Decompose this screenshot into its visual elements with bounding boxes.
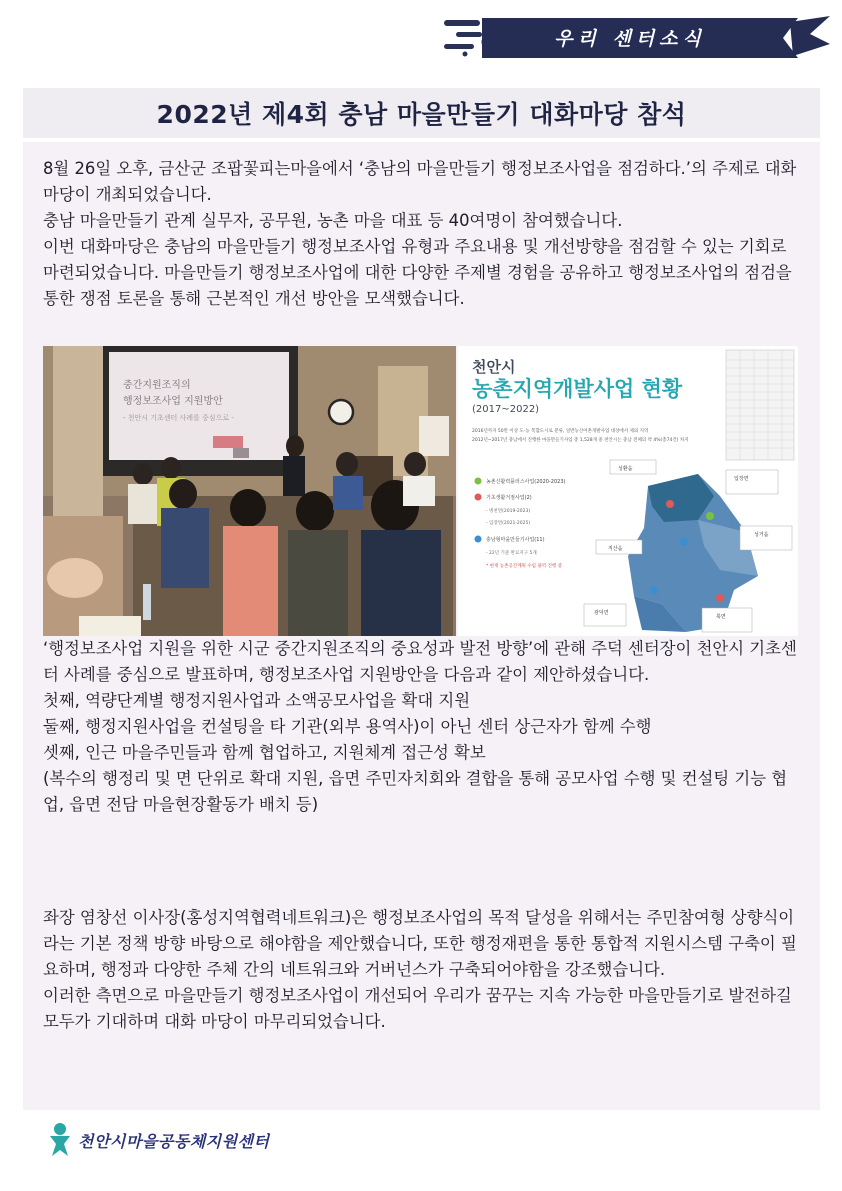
footer-logo <box>48 1120 269 1160</box>
slide-legend-item: - 입장면(2021-2025) <box>486 521 531 526</box>
title-bar <box>23 88 820 138</box>
closing-section <box>43 905 803 1035</box>
person-mascot-icon <box>48 1122 72 1158</box>
intro-paragraph: 8월 26일 오후, 금산군 조팝꽃피는마을에서 ‘충남의 마을만들기 행정보조사업을 점검하다.’의 주제로 대화마당이 개최되었습니다. <box>43 159 797 204</box>
slide-period: (2017~2022) <box>472 404 540 415</box>
presentation-slide <box>458 346 798 636</box>
proposal-item: 셋째, 인근 마을주민들과 함께 협업하고, 지원체계 접근성 확보 <box>43 743 486 762</box>
slide-legend-item: 농촌신활력플러스사업(2020-2023) <box>486 479 566 485</box>
intro-section <box>43 156 803 312</box>
event-photo <box>43 346 456 636</box>
slide-legend-item: 충남형마을만들기사업(11) <box>486 537 545 543</box>
slide-note: 2016년까지 50만 이상 도·농 복합도시로 분류, 일반농산어촌개발사업 대상에서 제외 지역 <box>472 429 649 434</box>
slide-map-label: 광덕면 <box>594 610 609 616</box>
article-title: 2022년 제4회 충남 마을만들기 대화마당 참석 <box>156 100 687 129</box>
slide-note: 2012년~2017년 충남에서 진행한 마을만들기사업 총 1,528개 중 천안시는 충남 전체의 약 4%(총74건) 차지 <box>472 438 689 443</box>
closing-paragraph: 좌장 염창선 이사장(홍성지역협력네트워크)은 행정보조사업의 목적 달성을 위해서는 주민참여형 상향식이라는 기본 정책 방향 바탕으로 해야함을 제안했습니다, 또한 행정재편을 통한 통합적 지원시스템 구축이 필요하며, 행정과 다양한 주체 간의 네트워크와 거버넌스가 구축되어야함을 강조했습니다. <box>43 908 797 979</box>
slide-map-label: 성환읍 <box>618 466 633 472</box>
slide-screen-line: 행정보조사업 지원방안 <box>123 396 223 407</box>
slide-screen-line: 중간지원조직의 <box>123 380 191 391</box>
slide-map-label: 직산읍 <box>608 546 623 552</box>
section-label: 우리 센터소식 <box>554 28 706 50</box>
intro-paragraph: 충남 마을만들기 관계 실무자, 공무원, 농촌 마을 대표 등 40여명이 참여했습니다. <box>43 211 623 230</box>
slide-legend-item: * 현재 농촌공간계획 수립 용역 진행 중 <box>486 564 563 569</box>
article-body <box>23 142 820 1110</box>
closing-paragraph: 이러한 측면으로 마을만들기 행정보조사업이 개선되어 우리가 꿈꾸는 지속 가능한 마을만들기로 발전하길 모두가 기대하며 대화 마당이 마무리되었습니다. <box>43 986 792 1031</box>
slide-legend-item: - 22년 기준 완료지구 5개 <box>486 551 537 556</box>
slide-city: 천안시 <box>472 358 516 376</box>
slide-map-label: 성거읍 <box>754 532 769 538</box>
slide-legend-item: - 병천면(2019-2023) <box>486 509 531 514</box>
slide-map-label: 입장면 <box>734 476 749 482</box>
proposal-note: (복수의 행정리 및 면 단위로 확대 지원, 읍면 주민자치회와 결합을 통해 공모사업 수행 및 컨설팅 기능 협업, 읍면 전담 마을현장활동가 배치 등) <box>43 769 788 814</box>
intro-paragraph: 이번 대화마당은 충남의 마을만들기 행정보조사업 유형과 주요내용 및 개선방향을 점검할 수 있는 기회로 마련되었습니다. 마을만들기 행정보조사업에 대한 다양한 주제별 경험을 공유하고 행정보조사업의 점검을 통한 쟁점 토론을 통해 근본적인 개선 방안을 모색했습니다. <box>43 237 792 308</box>
proposal-item: 둘째, 행정지원사업을 컨설팅을 타 기관(외부 용역사)이 아닌 센터 상근자가 함께 수행 <box>43 717 652 736</box>
slide-title: 농촌지역개발사업 현황 <box>472 377 683 401</box>
proposal-paragraph: ‘행정보조사업 지원을 위한 시군 중간지원조직의 중요성과 발전 방향’에 관해 주덕 센터장이 천안시 기초센터 사례를 중심으로 발표하며, 행정보조사업 지원방안을 다음과 같이 제안하셨습니다. <box>43 639 797 684</box>
slide-screen-line: - 천안시 기초센터 사례를 중심으로 - <box>123 414 234 422</box>
slide-map-label: 북면 <box>716 614 726 620</box>
proposal-item: 첫째, 역량단계별 행정지원사업과 소액공모사업을 확대 지원 <box>43 691 471 710</box>
proposal-section <box>43 636 803 818</box>
slide-legend-item: 기초생활거점사업(2) <box>486 495 532 501</box>
org-name: 천안시마을공동체지원센터 <box>78 1131 270 1151</box>
